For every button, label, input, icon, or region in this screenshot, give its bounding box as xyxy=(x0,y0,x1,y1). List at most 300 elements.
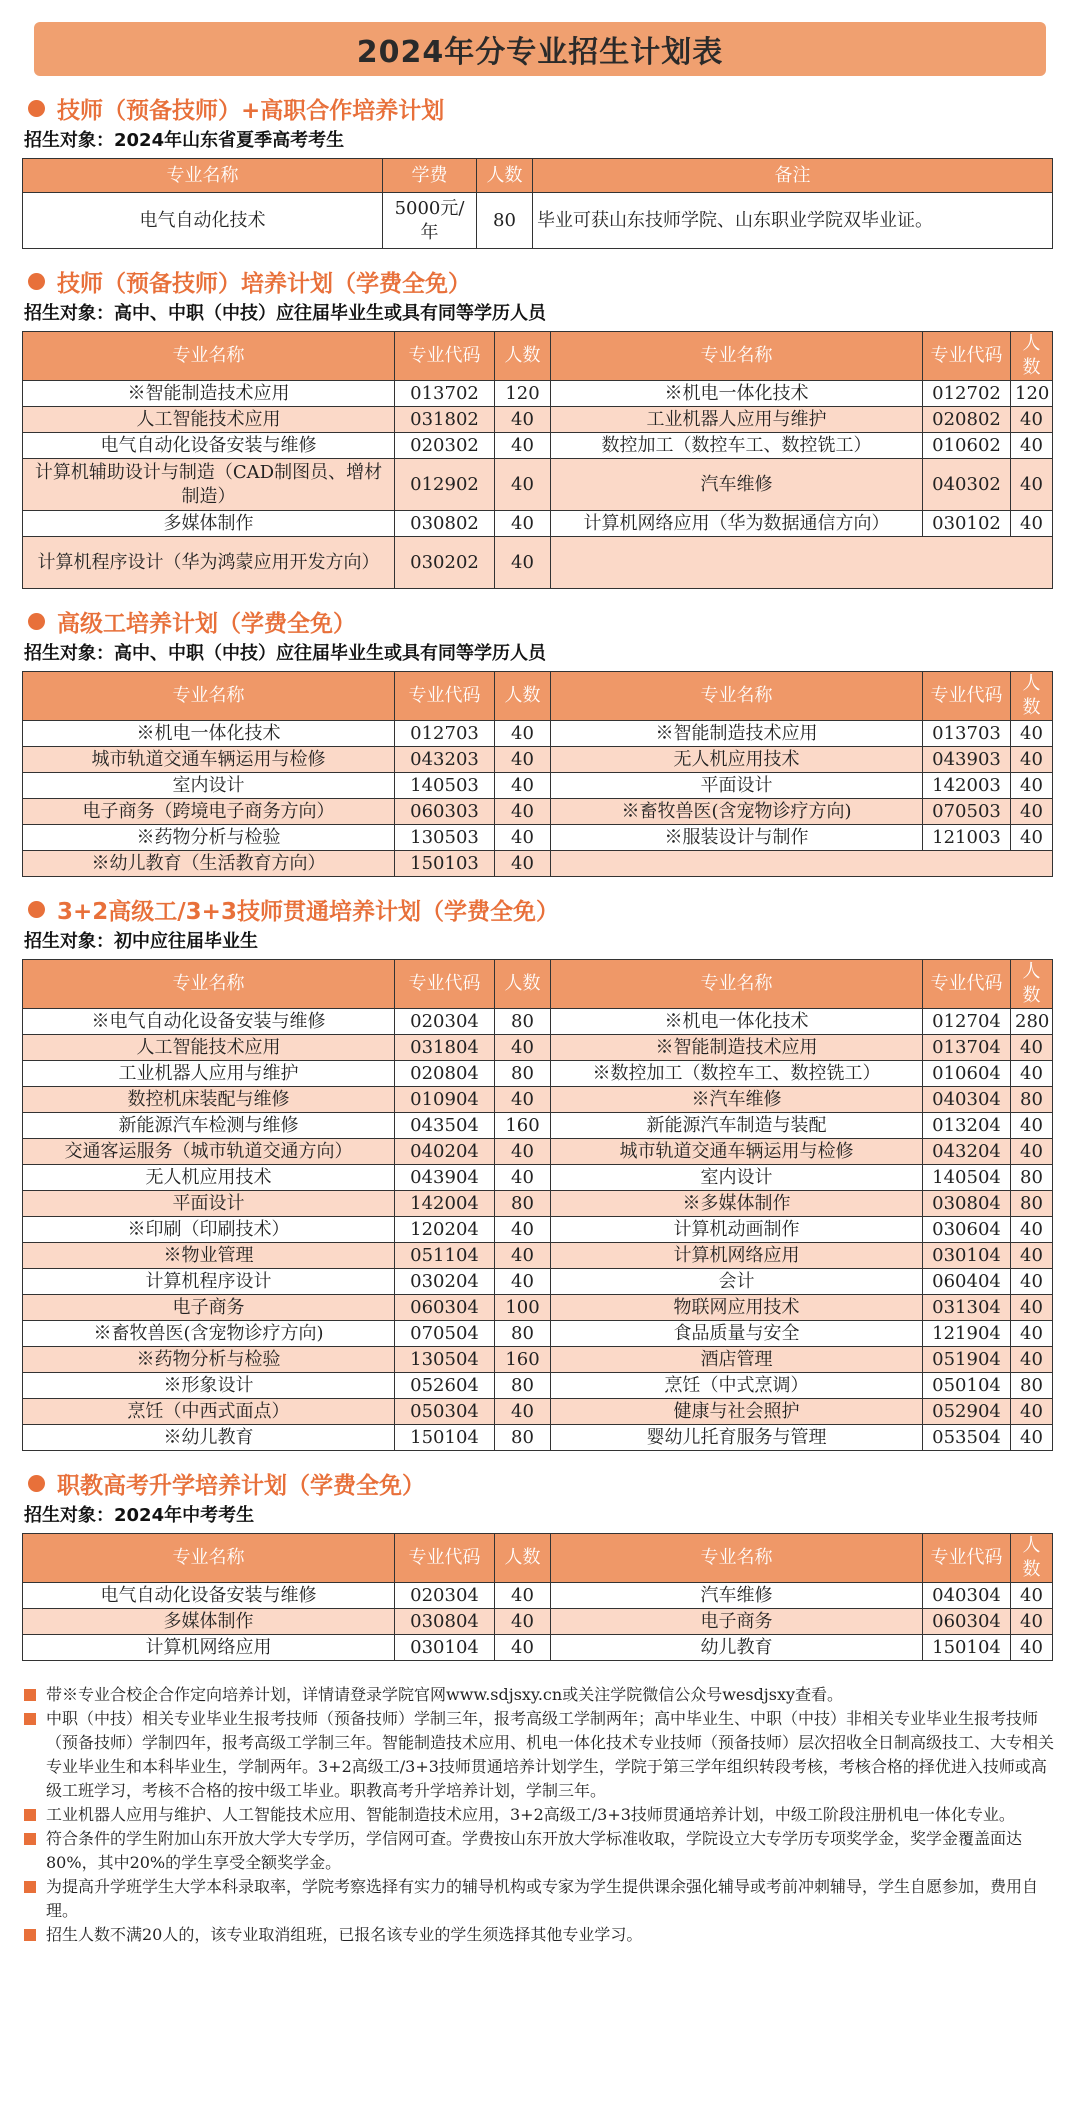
bullet-circle-icon xyxy=(28,1475,45,1492)
table-cell: 40 xyxy=(495,511,551,537)
table-cell: 城市轨道交通车辆运用与检修 xyxy=(551,1139,923,1165)
table-cell: ※电气自动化设备安装与维修 xyxy=(23,1009,395,1035)
table-cell: 电子商务（跨境电子商务方向） xyxy=(23,799,395,825)
table-cell: 无人机应用技术 xyxy=(23,1165,395,1191)
table-cell: 043204 xyxy=(923,1139,1011,1165)
table-row xyxy=(23,1269,1053,1295)
table-cell: 043903 xyxy=(923,747,1011,773)
note-item xyxy=(22,1923,1058,1947)
table-cell: 121904 xyxy=(923,1321,1011,1347)
table-row xyxy=(23,1165,1053,1191)
table-cell: 030104 xyxy=(395,1635,495,1661)
table-cell: 40 xyxy=(495,851,551,877)
column-header: 人数 xyxy=(495,332,551,381)
table-cell: 电子商务 xyxy=(23,1295,395,1321)
table-cell: 40 xyxy=(1011,1425,1053,1451)
table-cell: 40 xyxy=(495,1035,551,1061)
table-cell: ※机电一体化技术 xyxy=(551,381,923,407)
table-cell: ※智能制造技术应用 xyxy=(551,1035,923,1061)
table-cell: 130503 xyxy=(395,825,495,851)
table-cell: 数控机床装配与维修 xyxy=(23,1087,395,1113)
table-cell: 城市轨道交通车辆运用与检修 xyxy=(23,747,395,773)
table-cell: 053504 xyxy=(923,1425,1011,1451)
table-row xyxy=(23,825,1053,851)
plan-table xyxy=(22,331,1053,589)
table-cell: 40 xyxy=(1011,1321,1053,1347)
table-cell: 多媒体制作 xyxy=(23,1609,395,1635)
note-item xyxy=(22,1875,1058,1923)
table-cell: 计算机网络应用 xyxy=(551,1243,923,1269)
column-header: 专业名称 xyxy=(551,672,923,721)
table-row xyxy=(23,433,1053,459)
page-title: 2024年分专业招生计划表 xyxy=(34,22,1046,76)
table-cell: 150103 xyxy=(395,851,495,877)
note-item xyxy=(22,1803,1058,1827)
table-cell: 030804 xyxy=(395,1609,495,1635)
table-cell: ※智能制造技术应用 xyxy=(23,381,395,407)
table-cell: 050104 xyxy=(923,1373,1011,1399)
enrollment-target: 招生对象：初中应往届毕业生 xyxy=(24,931,258,952)
table-cell: 120 xyxy=(495,381,551,407)
table-cell: 020304 xyxy=(395,1009,495,1035)
table-row xyxy=(23,407,1053,433)
column-header: 专业代码 xyxy=(395,960,495,1009)
note-item xyxy=(22,1707,1058,1803)
table-cell: 043203 xyxy=(395,747,495,773)
table-cell: 80 xyxy=(495,1191,551,1217)
table-cell: 40 xyxy=(495,773,551,799)
section-heading-text: 技师（预备技师）+高职合作培养计划 xyxy=(57,97,445,124)
table-cell: 婴幼儿托育服务与管理 xyxy=(551,1425,923,1451)
table-row xyxy=(23,1217,1053,1243)
table-cell: 人工智能技术应用 xyxy=(23,407,395,433)
table-header-row xyxy=(23,1534,1053,1583)
table-cell: 40 xyxy=(495,537,551,589)
enrollment-target: 招生对象：高中、中职（中技）应往届毕业生或具有同等学历人员 xyxy=(24,643,546,664)
table-cell: ※药物分析与检验 xyxy=(23,1347,395,1373)
plan-table xyxy=(22,158,1053,249)
table-cell: ※幼儿教育 xyxy=(23,1425,395,1451)
note-text: 工业机器人应用与维护、人工智能技术应用、智能制造技术应用，3+2高级工/3+3技师贯通培养计划，中级工阶段注册机电一体化专业。 xyxy=(46,1805,1015,1824)
table-cell: 电子商务 xyxy=(551,1609,923,1635)
table-cell: 汽车维修 xyxy=(551,459,923,511)
column-header: 专业名称 xyxy=(23,1534,395,1583)
table-cell: 40 xyxy=(1011,1635,1053,1661)
table-row xyxy=(23,799,1053,825)
table-cell: 80 xyxy=(495,1425,551,1451)
table-cell: 会计 xyxy=(551,1269,923,1295)
table-row xyxy=(23,1191,1053,1217)
table-cell: 012902 xyxy=(395,459,495,511)
column-header: 专业名称 xyxy=(551,1534,923,1583)
table-cell: 80 xyxy=(1011,1087,1053,1113)
table-cell: 040304 xyxy=(923,1583,1011,1609)
column-header: 专业名称 xyxy=(551,960,923,1009)
column-header: 人数 xyxy=(495,672,551,721)
table-row xyxy=(23,381,1053,407)
table-cell: 030802 xyxy=(395,511,495,537)
column-header: 人数 xyxy=(1011,1534,1053,1583)
table-cell: ※幼儿教育（生活教育方向） xyxy=(23,851,395,877)
column-header: 专业名称 xyxy=(23,332,395,381)
table-cell: 010904 xyxy=(395,1087,495,1113)
table-row xyxy=(23,1139,1053,1165)
table-cell: 交通客运服务（城市轨道交通方向） xyxy=(23,1139,395,1165)
table-cell: 新能源汽车制造与装配 xyxy=(551,1113,923,1139)
column-header: 专业名称 xyxy=(23,960,395,1009)
table-cell: 060304 xyxy=(923,1609,1011,1635)
table-cell: ※物业管理 xyxy=(23,1243,395,1269)
table-cell: 平面设计 xyxy=(551,773,923,799)
table-cell: ※机电一体化技术 xyxy=(23,721,395,747)
column-header: 人数 xyxy=(1011,672,1053,721)
table-cell: 多媒体制作 xyxy=(23,511,395,537)
table-cell: 40 xyxy=(495,1139,551,1165)
table-cell: 平面设计 xyxy=(23,1191,395,1217)
bullet-square-icon xyxy=(24,1833,36,1845)
section-heading xyxy=(22,263,1058,299)
table-cell: 40 xyxy=(1011,1295,1053,1321)
table-cell: 051904 xyxy=(923,1347,1011,1373)
section-heading-text: 技师（预备技师）培养计划（学费全免） xyxy=(57,270,471,297)
plan-table xyxy=(22,671,1053,877)
table-row xyxy=(23,1635,1053,1661)
table-cell: 160 xyxy=(495,1347,551,1373)
table-row xyxy=(23,1009,1053,1035)
table-cell: 40 xyxy=(495,799,551,825)
table-cell: 计算机辅助设计与制造（CAD制图员、增材制造） xyxy=(23,459,395,511)
table-header-row xyxy=(23,332,1053,381)
table-cell: 40 xyxy=(1011,721,1053,747)
table-cell: 030804 xyxy=(923,1191,1011,1217)
table-row xyxy=(23,1609,1053,1635)
table-cell: 烹饪（中西式面点） xyxy=(23,1399,395,1425)
note-text: 为提高升学班学生大学本科录取率，学院考察选择有实力的辅导机构或专家为学生提供课余强化辅导或考前冲刺辅导，学生自愿参加，费用自理。 xyxy=(46,1877,1039,1920)
table-row xyxy=(23,1295,1053,1321)
table-row xyxy=(23,1087,1053,1113)
table-cell: 142003 xyxy=(923,773,1011,799)
table-cell: 工业机器人应用与维护 xyxy=(551,407,923,433)
column-header: 专业代码 xyxy=(395,332,495,381)
table-row xyxy=(23,1035,1053,1061)
column-header: 人数 xyxy=(495,1534,551,1583)
table-cell: 40 xyxy=(1011,1243,1053,1269)
table-cell: 物联网应用技术 xyxy=(551,1295,923,1321)
table-cell: 010602 xyxy=(923,433,1011,459)
table-row xyxy=(23,1347,1053,1373)
table-cell: ※服装设计与制作 xyxy=(551,825,923,851)
bullet-square-icon xyxy=(24,1713,36,1725)
table-row xyxy=(23,1583,1053,1609)
table-row xyxy=(23,1113,1053,1139)
table-row xyxy=(23,1243,1053,1269)
table-row xyxy=(23,1061,1053,1087)
table-row xyxy=(23,511,1053,537)
table-cell: 40 xyxy=(495,407,551,433)
table-cell: 030202 xyxy=(395,537,495,589)
table-cell: 无人机应用技术 xyxy=(551,747,923,773)
note-item xyxy=(22,1683,1058,1707)
table-cell: 40 xyxy=(495,1399,551,1425)
column-header: 人数 xyxy=(1011,960,1053,1009)
enrollment-target: 招生对象：2024年山东省夏季高考考生 xyxy=(24,130,345,151)
section-heading xyxy=(22,603,1058,639)
table-cell: 120 xyxy=(1011,381,1053,407)
table-header-row xyxy=(23,960,1053,1009)
table-row xyxy=(23,1399,1053,1425)
table-cell: 计算机动画制作 xyxy=(551,1217,923,1243)
table-row xyxy=(23,721,1053,747)
table-cell: ※数控加工（数控车工、数控铣工） xyxy=(551,1061,923,1087)
table-cell: 计算机程序设计 xyxy=(23,1269,395,1295)
table-cell: 毕业可获山东技师学院、山东职业学院双毕业证。 xyxy=(533,193,1053,249)
table-cell: 060304 xyxy=(395,1295,495,1321)
table-cell: 室内设计 xyxy=(23,773,395,799)
table-cell: 烹饪（中式烹调） xyxy=(551,1373,923,1399)
column-header: 专业代码 xyxy=(923,672,1011,721)
table-cell: ※畜牧兽医(含宠物诊疗方向) xyxy=(551,799,923,825)
empty-cell xyxy=(551,537,1053,589)
table-row xyxy=(23,1321,1053,1347)
table-cell: 060404 xyxy=(923,1269,1011,1295)
table-cell: 020802 xyxy=(923,407,1011,433)
table-cell: 40 xyxy=(1011,1113,1053,1139)
table-cell: 80 xyxy=(495,1009,551,1035)
table-cell: 120204 xyxy=(395,1217,495,1243)
table-cell: 030204 xyxy=(395,1269,495,1295)
table-cell: 140504 xyxy=(923,1165,1011,1191)
table-cell: 人工智能技术应用 xyxy=(23,1035,395,1061)
table-cell: 40 xyxy=(1011,1061,1053,1087)
column-header: 人数 xyxy=(1011,332,1053,381)
table-cell: 40 xyxy=(495,1087,551,1113)
table-cell: ※汽车维修 xyxy=(551,1087,923,1113)
column-header: 人数 xyxy=(495,960,551,1009)
table-cell: 012702 xyxy=(923,381,1011,407)
table-cell: 020804 xyxy=(395,1061,495,1087)
table-cell: 40 xyxy=(495,459,551,511)
section-heading-text: 职教高考升学培养计划（学费全免） xyxy=(57,1472,425,1499)
table-cell: 013204 xyxy=(923,1113,1011,1139)
table-cell: 40 xyxy=(495,1609,551,1635)
table-cell: 计算机网络应用（华为数据通信方向） xyxy=(551,511,923,537)
table-cell: 012703 xyxy=(395,721,495,747)
table-cell: 40 xyxy=(1011,1399,1053,1425)
bullet-square-icon xyxy=(24,1809,36,1821)
table-cell: 40 xyxy=(1011,1269,1053,1295)
section-heading-text: 高级工培养计划（学费全免） xyxy=(57,610,356,637)
bullet-circle-icon xyxy=(28,901,45,918)
column-header: 专业代码 xyxy=(923,1534,1011,1583)
table-cell: 40 xyxy=(1011,1347,1053,1373)
empty-cell xyxy=(551,851,1053,877)
section-heading xyxy=(22,1465,1058,1501)
table-cell: 40 xyxy=(495,1583,551,1609)
table-cell: 80 xyxy=(1011,1373,1053,1399)
table-cell: 100 xyxy=(495,1295,551,1321)
table-cell: ※多媒体制作 xyxy=(551,1191,923,1217)
table-cell: 40 xyxy=(1011,1139,1053,1165)
table-cell: 80 xyxy=(1011,1165,1053,1191)
table-cell: 140503 xyxy=(395,773,495,799)
table-cell: 052604 xyxy=(395,1373,495,1399)
table-cell: 40 xyxy=(1011,1217,1053,1243)
table-cell: ※印刷（印刷技术） xyxy=(23,1217,395,1243)
enrollment-target: 招生对象：高中、中职（中技）应往届毕业生或具有同等学历人员 xyxy=(24,303,546,324)
table-cell: 052904 xyxy=(923,1399,1011,1425)
table-cell: 80 xyxy=(495,1321,551,1347)
note-item xyxy=(22,1827,1058,1875)
table-cell: 031804 xyxy=(395,1035,495,1061)
table-cell: 031802 xyxy=(395,407,495,433)
enrollment-target: 招生对象：2024年中考考生 xyxy=(24,1505,255,1526)
table-cell: 40 xyxy=(1011,799,1053,825)
table-cell: 043504 xyxy=(395,1113,495,1139)
table-cell: 060303 xyxy=(395,799,495,825)
note-text: 中职（中技）相关专业毕业生报考技师（预备技师）学制三年，报考高级工学制两年；高中毕业生、中职（中技）非相关专业毕业生报考技师（预备技师）学制四年，报考高级工学制三年。智能制造技术应用、机电一体化技术专业技师（预备技师）层次招收全日制高级技工、大专相关专业毕业生和本科毕业生，学制两年。3+2高级工/3+3技师贯通培养计划学生，学院于第三学年组织转段考核，考核合格的择优进入技师或高级工班学习，考核不合格的按中级工毕业。职教高考升学培养计划，学制三年。 xyxy=(46,1709,1055,1800)
notes-section xyxy=(22,1683,1058,1947)
bullet-circle-icon xyxy=(28,273,45,290)
bullet-square-icon xyxy=(24,1929,36,1941)
note-text: 招生人数不满20人的，该专业取消组班，已报名该专业的学生须选择其他专业学习。 xyxy=(46,1925,643,1944)
column-header: 学费 xyxy=(383,159,477,193)
table-row xyxy=(23,193,1053,249)
column-header: 专业名称 xyxy=(551,332,923,381)
table-cell: 40 xyxy=(1011,511,1053,537)
table-cell: 酒店管理 xyxy=(551,1347,923,1373)
table-cell: ※形象设计 xyxy=(23,1373,395,1399)
table-cell: 计算机程序设计（华为鸿蒙应用开发方向） xyxy=(23,537,395,589)
table-cell: 142004 xyxy=(395,1191,495,1217)
table-cell: 40 xyxy=(495,1165,551,1191)
table-cell: 40 xyxy=(1011,433,1053,459)
column-header: 人数 xyxy=(477,159,533,193)
table-cell: ※畜牧兽医(含宠物诊疗方向) xyxy=(23,1321,395,1347)
table-cell: 汽车维修 xyxy=(551,1583,923,1609)
table-cell: ※药物分析与检验 xyxy=(23,825,395,851)
table-cell: 数控加工（数控车工、数控铣工） xyxy=(551,433,923,459)
table-cell: 40 xyxy=(495,1635,551,1661)
column-header: 专业名称 xyxy=(23,672,395,721)
table-cell: 280 xyxy=(1011,1009,1053,1035)
bullet-square-icon xyxy=(24,1881,36,1893)
table-cell: 80 xyxy=(495,1061,551,1087)
table-header-row xyxy=(23,672,1053,721)
table-row xyxy=(23,851,1053,877)
table-cell: ※机电一体化技术 xyxy=(551,1009,923,1035)
table-cell: 40 xyxy=(1011,773,1053,799)
sections-container xyxy=(22,90,1058,1661)
section-heading-text: 3+2高级工/3+3技师贯通培养计划（学费全免） xyxy=(57,898,559,925)
section-heading xyxy=(22,90,1058,126)
table-cell: 020302 xyxy=(395,433,495,459)
table-row xyxy=(23,773,1053,799)
table-cell: 40 xyxy=(1011,1583,1053,1609)
table-cell: ※智能制造技术应用 xyxy=(551,721,923,747)
note-text: 符合条件的学生附加山东开放大学大专学历，学信网可查。学费按山东开放大学标准收取，学院设立大专学历专项奖学金，奖学金覆盖面达80%，其中20%的学生享受全额奖学金。 xyxy=(46,1829,1023,1872)
table-cell: 070503 xyxy=(923,799,1011,825)
table-cell: 012704 xyxy=(923,1009,1011,1035)
table-cell: 80 xyxy=(1011,1191,1053,1217)
column-header: 专业代码 xyxy=(395,1534,495,1583)
column-header: 专业代码 xyxy=(395,672,495,721)
table-cell: 40 xyxy=(495,433,551,459)
table-cell: 电气自动化设备安装与维修 xyxy=(23,1583,395,1609)
table-cell: 电气自动化设备安装与维修 xyxy=(23,433,395,459)
table-cell: 幼儿教育 xyxy=(551,1635,923,1661)
table-cell: 031304 xyxy=(923,1295,1011,1321)
table-cell: 150104 xyxy=(395,1425,495,1451)
table-cell: 030104 xyxy=(923,1243,1011,1269)
table-cell: 020304 xyxy=(395,1583,495,1609)
column-header: 专业代码 xyxy=(923,332,1011,381)
table-cell: 030102 xyxy=(923,511,1011,537)
table-cell: 013702 xyxy=(395,381,495,407)
table-cell: 新能源汽车检测与维修 xyxy=(23,1113,395,1139)
table-cell: 160 xyxy=(495,1113,551,1139)
bullet-square-icon xyxy=(24,1689,36,1701)
table-cell: 121003 xyxy=(923,825,1011,851)
table-cell: 电气自动化技术 xyxy=(23,193,383,249)
table-cell: 040204 xyxy=(395,1139,495,1165)
table-cell: 80 xyxy=(477,193,533,249)
column-header: 备注 xyxy=(533,159,1053,193)
table-cell: 40 xyxy=(1011,1035,1053,1061)
table-cell: 070504 xyxy=(395,1321,495,1347)
plan-table xyxy=(22,959,1053,1451)
table-cell: 40 xyxy=(495,1243,551,1269)
table-cell: 40 xyxy=(1011,407,1053,433)
table-row xyxy=(23,537,1053,589)
table-cell: 80 xyxy=(495,1373,551,1399)
table-cell: 计算机网络应用 xyxy=(23,1635,395,1661)
table-cell: 室内设计 xyxy=(551,1165,923,1191)
table-cell: 5000元/年 xyxy=(383,193,477,249)
table-cell: 40 xyxy=(1011,825,1053,851)
column-header: 专业代码 xyxy=(923,960,1011,1009)
table-row xyxy=(23,1373,1053,1399)
table-cell: 040302 xyxy=(923,459,1011,511)
note-text: 带※专业合校企合作定向培养计划，详情请登录学院官网www.sdjsxy.cn或关注学院微信公众号wesdjsxy查看。 xyxy=(46,1685,844,1704)
table-cell: 40 xyxy=(1011,459,1053,511)
table-cell: 051104 xyxy=(395,1243,495,1269)
bullet-circle-icon xyxy=(28,100,45,117)
table-cell: 40 xyxy=(1011,747,1053,773)
table-cell: 食品质量与安全 xyxy=(551,1321,923,1347)
table-cell: 工业机器人应用与维护 xyxy=(23,1061,395,1087)
plan-table xyxy=(22,1533,1053,1661)
table-cell: 130504 xyxy=(395,1347,495,1373)
section-heading xyxy=(22,891,1058,927)
table-cell: 40 xyxy=(495,747,551,773)
bullet-circle-icon xyxy=(28,613,45,630)
column-header: 专业名称 xyxy=(23,159,383,193)
table-row xyxy=(23,459,1053,511)
table-cell: 150104 xyxy=(923,1635,1011,1661)
table-cell: 013704 xyxy=(923,1035,1011,1061)
table-cell: 40 xyxy=(1011,1609,1053,1635)
table-row xyxy=(23,1425,1053,1451)
table-cell: 40 xyxy=(495,721,551,747)
table-cell: 40 xyxy=(495,1269,551,1295)
table-row xyxy=(23,747,1053,773)
table-cell: 40 xyxy=(495,825,551,851)
table-cell: 40 xyxy=(495,1217,551,1243)
table-cell: 健康与社会照护 xyxy=(551,1399,923,1425)
table-cell: 050304 xyxy=(395,1399,495,1425)
table-cell: 040304 xyxy=(923,1087,1011,1113)
table-header-row xyxy=(23,159,1053,193)
